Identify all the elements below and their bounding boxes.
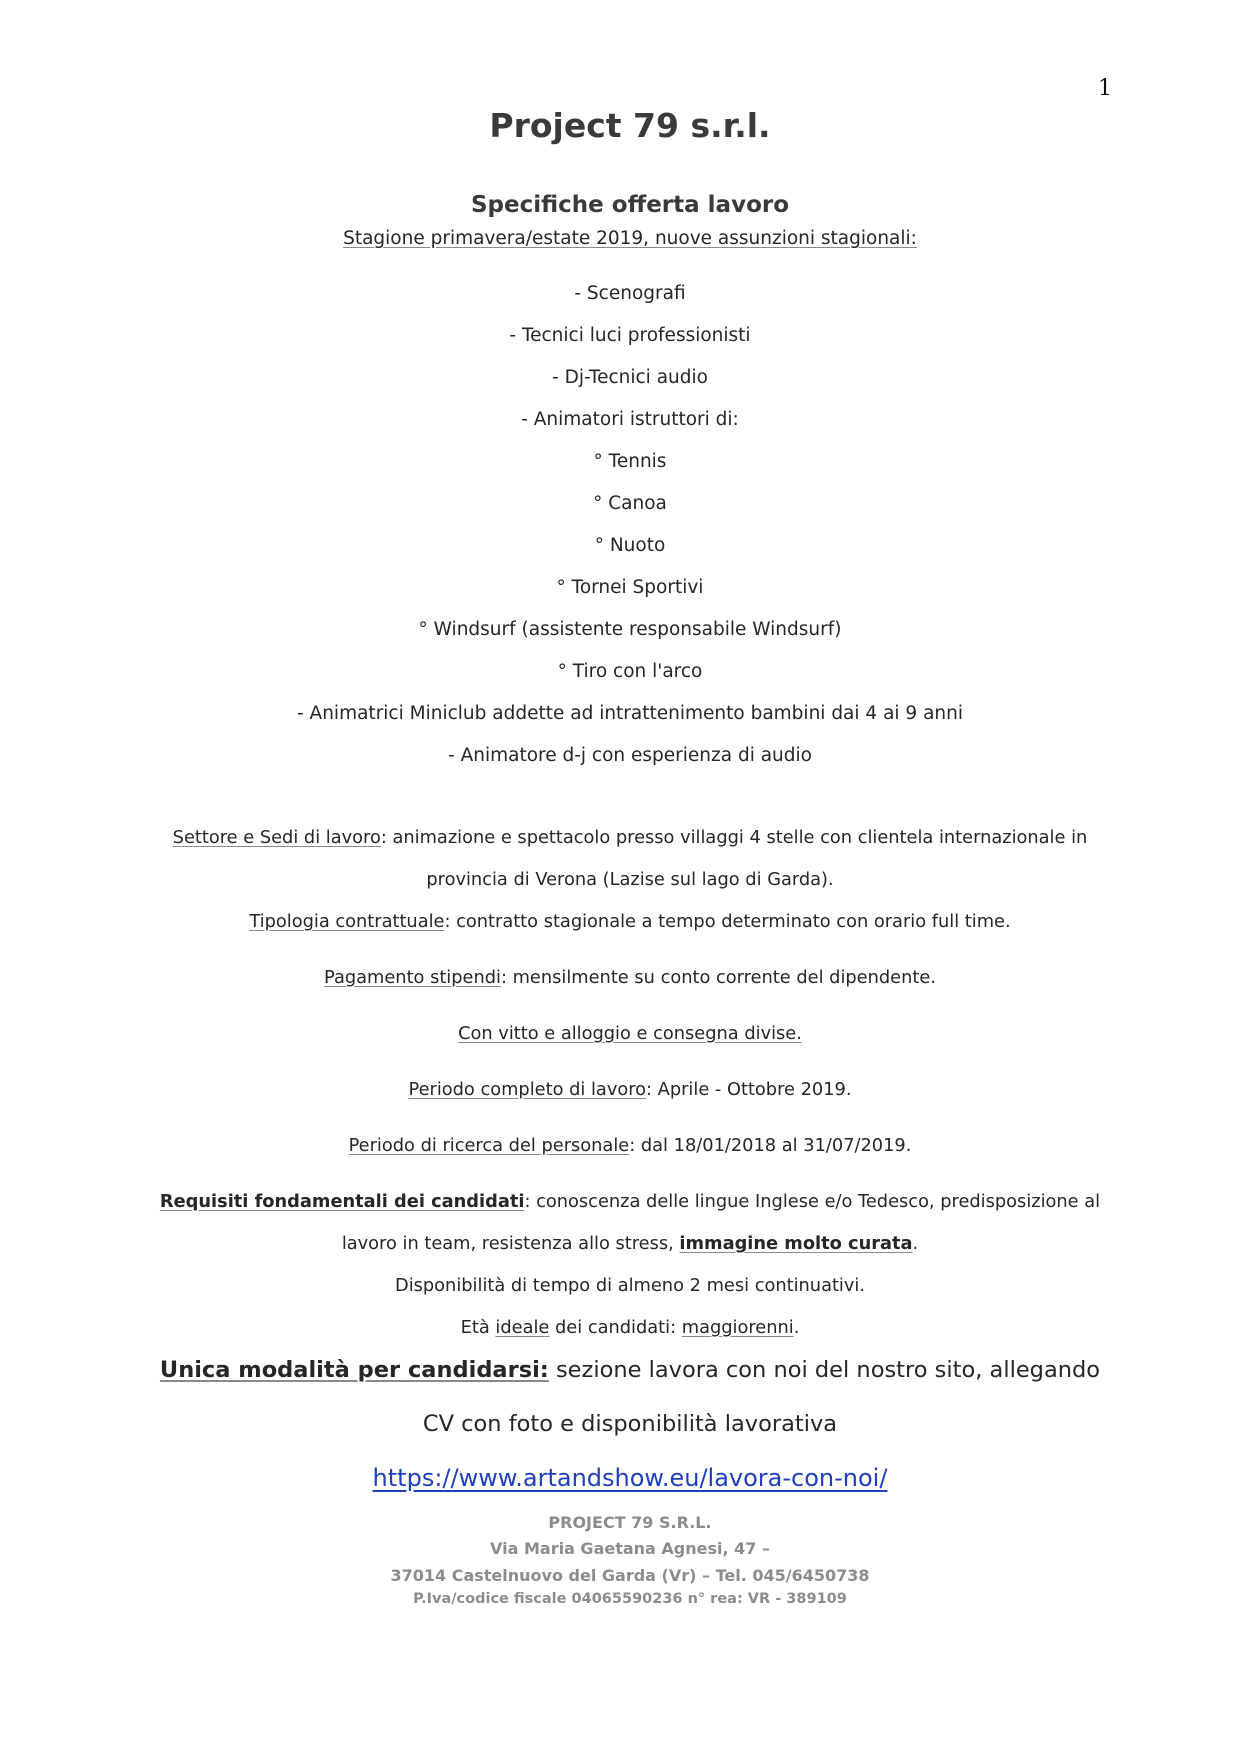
- role-item: - Animatrici Miniclub addette ad intrattenimento bambini dai 4 ai 9 anni: [297, 703, 963, 724]
- vitto-line: [140, 1023, 1120, 1044]
- role-item: - Scenografi: [574, 283, 686, 304]
- document-title: Project 79 s.r.l.: [489, 106, 771, 145]
- role-item: - Dj-Tecnici audio: [552, 367, 708, 388]
- settore-label: Settore e Sedi di lavoro: [172, 827, 381, 848]
- periodo-text: : Aprile - Ottobre 2019.: [646, 1079, 852, 1100]
- page-number: 1: [1098, 76, 1112, 101]
- role-item: - Animatori istruttori di:: [521, 409, 739, 430]
- role-item: - Animatore d-j con esperienza di audio: [448, 745, 812, 766]
- application-line-2: CV con foto e disponibilità lavorativa: [422, 1411, 838, 1437]
- requisiti-bold: immagine molto curata: [679, 1233, 913, 1254]
- eta-line: [140, 1317, 1120, 1338]
- eta-maggiorenni: maggiorenni: [681, 1317, 794, 1338]
- role-sub-item: ° Tennis: [593, 451, 667, 472]
- season-text: Stagione primavera/estate 2019, nuove assunzioni stagionali:: [343, 228, 917, 249]
- application-line: [140, 1357, 1120, 1383]
- pagamento-label: Pagamento stipendi: [324, 967, 501, 988]
- role-item: - Tecnici luci professionisti: [509, 325, 751, 346]
- footer-city: 37014 Castelnuovo del Garda (Vr) – Tel. 045/6450738: [390, 1566, 870, 1585]
- requisiti-text-2b: .: [912, 1233, 919, 1254]
- footer-tax: P.Iva/codice fiscale 04065590236 n° rea: VR - 389109: [413, 1591, 847, 1607]
- requisiti-label: Requisiti fondamentali dei candidati: [159, 1191, 525, 1212]
- footer-address: Via Maria Gaetana Agnesi, 47 –: [490, 1539, 770, 1558]
- requisiti-text: : conoscenza delle lingue Inglese e/o Tedesco, predisposizione al: [524, 1191, 1101, 1212]
- eta-text-b: dei candidati:: [549, 1317, 682, 1338]
- application-label: Unica modalità per candidarsi:: [159, 1357, 549, 1383]
- requisiti-line-2: [140, 1233, 1120, 1254]
- pagamento-line: [140, 967, 1120, 988]
- tipologia-line: [140, 911, 1120, 932]
- ricerca-label: Periodo di ricerca del personale: [348, 1135, 630, 1156]
- role-sub-item: ° Tornei Sportivi: [556, 577, 704, 598]
- footer-company: PROJECT 79 S.R.L.: [548, 1513, 712, 1532]
- ricerca-text: : dal 18/01/2018 al 31/07/2019.: [629, 1135, 912, 1156]
- settore-line: [140, 827, 1120, 848]
- requisiti-line: [140, 1191, 1120, 1212]
- eta-text-a: Età: [460, 1317, 496, 1338]
- disponibilita-line: Disponibilità di tempo di almeno 2 mesi continuativi.: [395, 1275, 865, 1296]
- eta-ideale: ideale: [495, 1317, 550, 1338]
- eta-text-c: .: [793, 1317, 800, 1338]
- settore-text: : animazione e spettacolo presso villaggi 4 stelle con clientela internazionale in: [380, 827, 1088, 848]
- season-heading: [140, 228, 1120, 249]
- role-sub-item: ° Nuoto: [594, 535, 666, 556]
- settore-line-2: provincia di Verona (Lazise sul lago di Garda).: [426, 869, 834, 890]
- ricerca-line: [140, 1135, 1120, 1156]
- role-sub-item: ° Canoa: [593, 493, 667, 514]
- role-sub-item: ° Windsurf (assistente responsabile Windsurf): [418, 619, 842, 640]
- application-link[interactable]: https://www.artandshow.eu/lavora-con-noi/: [372, 1464, 888, 1492]
- tipologia-text: : contratto stagionale a tempo determinato con orario full time.: [444, 911, 1011, 932]
- requisiti-text-2a: lavoro in team, resistenza allo stress,: [341, 1233, 680, 1254]
- role-sub-item: ° Tiro con l'arco: [557, 661, 703, 682]
- periodo-line: [140, 1079, 1120, 1100]
- application-text: sezione lavora con noi del nostro sito, allegando: [548, 1357, 1101, 1383]
- document-subtitle: Specifiche offerta lavoro: [470, 192, 790, 218]
- periodo-label: Periodo completo di lavoro: [408, 1079, 647, 1100]
- tipologia-label: Tipologia contrattuale: [249, 911, 445, 932]
- vitto-text: Con vitto e alloggio e consegna divise.: [458, 1023, 802, 1044]
- pagamento-text: : mensilmente su conto corrente del dipendente.: [500, 967, 936, 988]
